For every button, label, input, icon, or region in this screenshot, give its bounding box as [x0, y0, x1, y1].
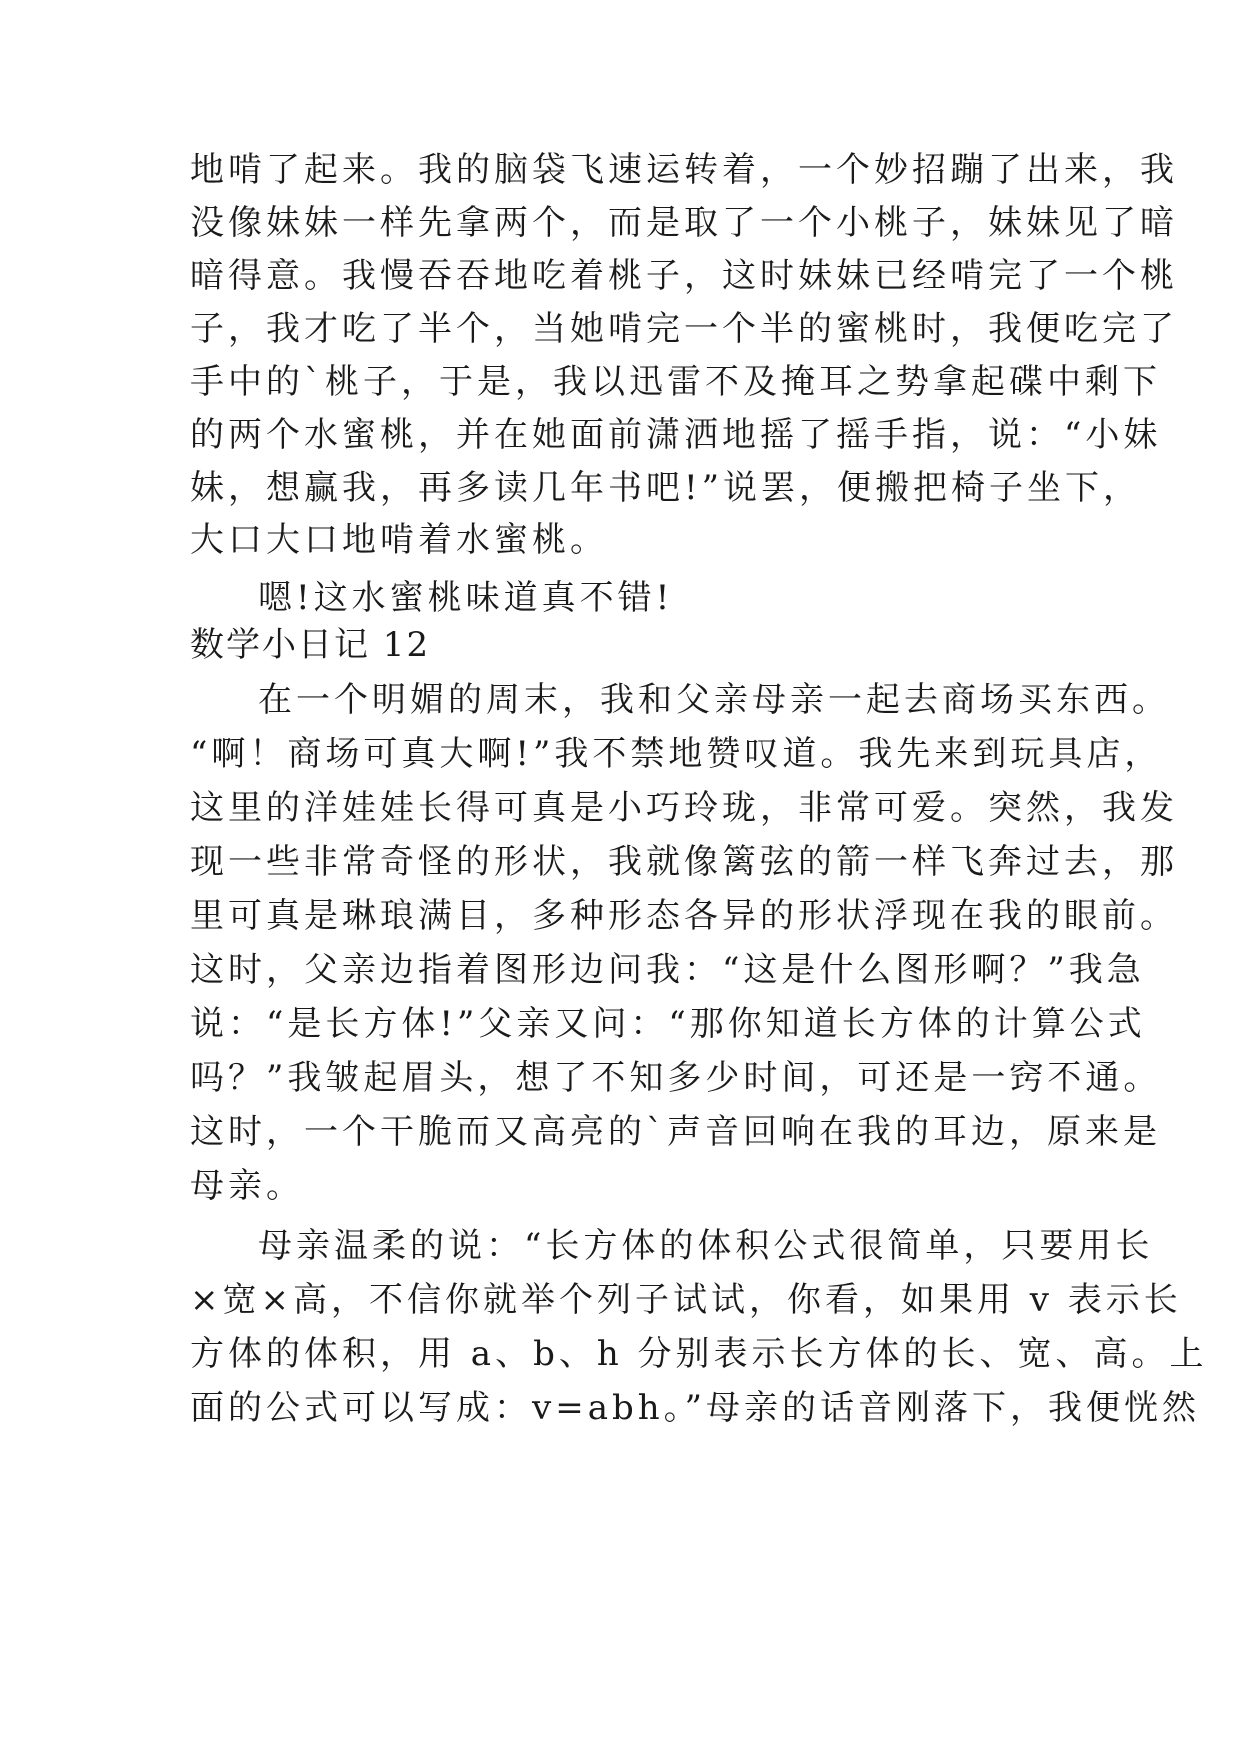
- text-line: 母亲。: [190, 1166, 304, 1206]
- paragraph-first-line: 母亲温柔的说：“长方体的体积公式很简单，只要用长: [258, 1226, 1154, 1266]
- text-line: 子，我才吃了半个，当她啃完一个半的蜜桃时，我便吃完了: [190, 309, 1178, 349]
- text-line: 吗？”我皱起眉头，想了不知多少时间，可还是一窍不通。: [190, 1058, 1162, 1098]
- text-line: 现一些非常奇怪的形状，我就像篱弦的箭一样飞奔过去，那: [190, 842, 1178, 882]
- text-line: 的两个水蜜桃，并在她面前潇洒地摇了摇手指，说：“小妹: [190, 415, 1162, 455]
- text-line: 没像妹妹一样先拿两个，而是取了一个小桃子，妹妹见了暗: [190, 203, 1178, 243]
- text-line: “啊！商场可真大啊!”我不禁地赞叹道。我先来到玩具店，: [190, 734, 1163, 774]
- paragraph-first-line: 嗯!这水蜜桃味道真不错!: [258, 578, 674, 618]
- text-line: 方体的体积，用 a、b、h 分别表示长方体的长、宽、高。上: [190, 1334, 1208, 1374]
- text-line: 地啃了起来。我的脑袋飞速运转着，一个妙招蹦了出来，我: [190, 150, 1178, 190]
- text-line: 这时，一个干脆而又高亮的`声音回响在我的耳边，原来是: [190, 1112, 1161, 1152]
- text-line: 妹，想赢我，再多读几年书吧!”说罢，便搬把椅子坐下，: [190, 468, 1142, 508]
- text-line: 面的公式可以写成：v=abh。”母亲的话音刚落下，我便恍然: [190, 1388, 1201, 1428]
- paragraph-first-line: 在一个明媚的周末，我和父亲母亲一起去商场买东西。: [258, 680, 1170, 720]
- text-line: 大口大口地啃着水蜜桃。: [190, 520, 608, 560]
- text-line: ×宽×高，不信你就举个列子试试，你看，如果用 v 表示长: [190, 1280, 1182, 1320]
- text-line: 这里的洋娃娃长得可真是小巧玲珑，非常可爱。突然，我发: [190, 788, 1178, 828]
- text-line: 暗得意。我慢吞吞地吃着桃子，这时妹妹已经啃完了一个桃: [190, 256, 1178, 296]
- text-line: 这时，父亲边指着图形边问我：“这是什么图形啊？”我急: [190, 950, 1145, 990]
- text-line: 说：“是长方体!”父亲又问：“那你知道长方体的计算公式: [190, 1004, 1146, 1044]
- section-heading: 数学小日记 12: [190, 625, 431, 665]
- text-line: 手中的`桃子，于是，我以迅雷不及掩耳之势拿起碟中剩下: [190, 362, 1161, 402]
- text-line: 里可真是琳琅满目，多种形态各异的形状浮现在我的眼前。: [190, 896, 1178, 936]
